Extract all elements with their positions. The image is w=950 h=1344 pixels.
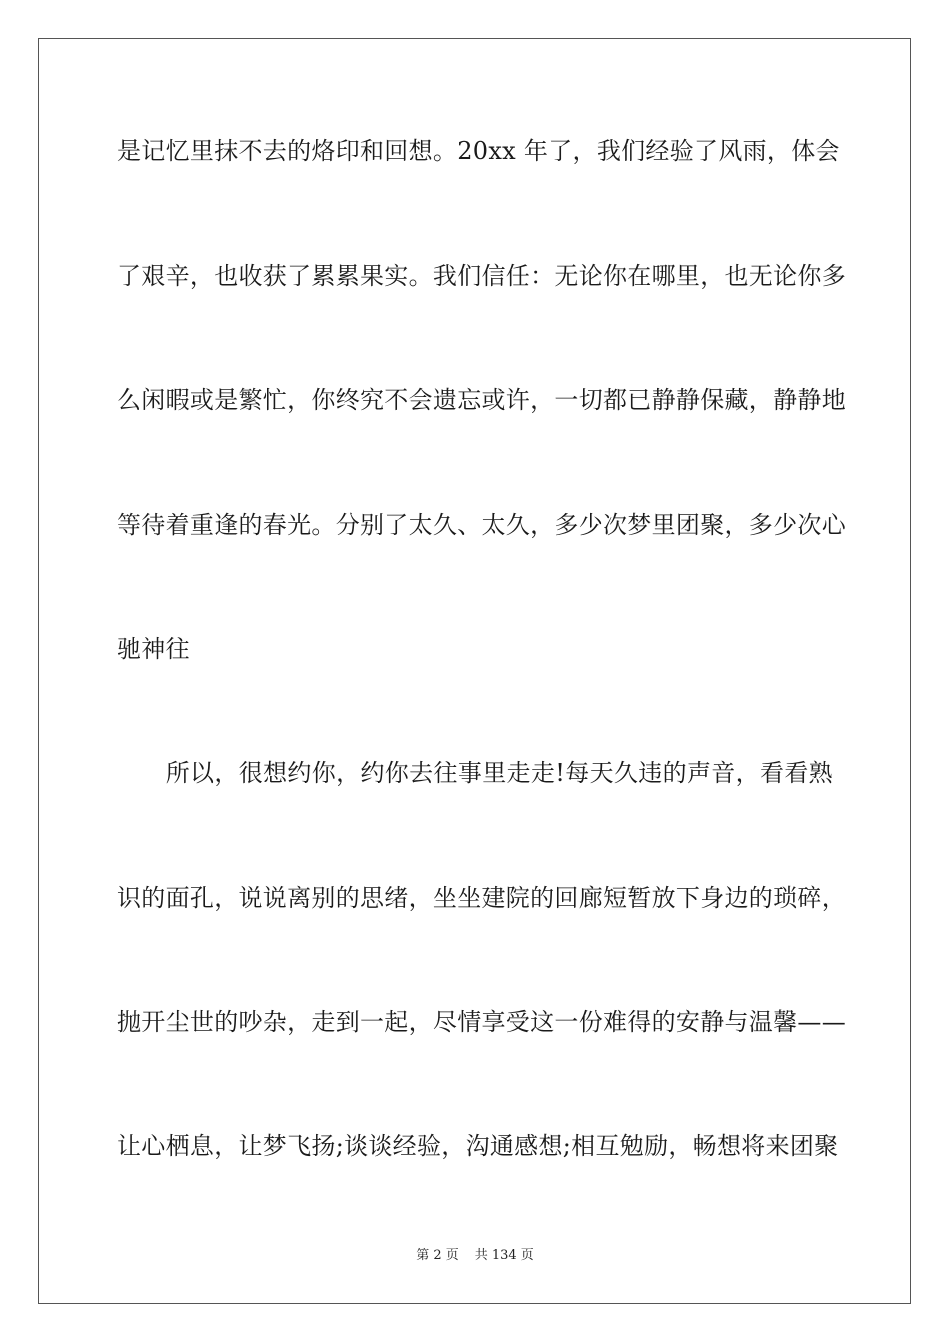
paragraph-line: 是记忆里抹不去的烙印和回想。20xx 年了，我们经验了风雨，体会 [117, 137, 840, 165]
page-number: 第 2 页 [416, 1248, 459, 1263]
paragraph-line-last: 驰神往 [117, 635, 190, 663]
page-border [38, 38, 911, 1304]
paragraph-line: 么闲暇或是繁忙，你终究不会遗忘或许，一切都已静静保藏，静静地 [117, 386, 846, 414]
paragraph-line: 了艰辛，也收获了累累果实。我们信任：无论你在哪里，也无论你多 [117, 262, 846, 290]
paragraph-line: 让心栖息，让梦飞扬;谈谈经验，沟通感想;相互勉励，畅想将来团聚 [117, 1132, 839, 1160]
paragraph-line: 抛开尘世的吵杂，走到一起，尽情享受这一份难得的安静与温馨—— [117, 1008, 846, 1036]
paragraph-line-indented: 所以，很想约你，约你去往事里走走!每天久违的声音，看看熟 [117, 759, 833, 787]
paragraph-line: 识的面孔，说说离别的思绪，坐坐建院的回廊短暂放下身边的琐碎， [117, 884, 846, 912]
page-total: 共 134 页 [474, 1248, 534, 1263]
page-footer [0, 1248, 950, 1264]
paragraph-line: 等待着重逢的春光。分别了太久、太久，多少次梦里团聚，多少次心 [117, 511, 846, 539]
